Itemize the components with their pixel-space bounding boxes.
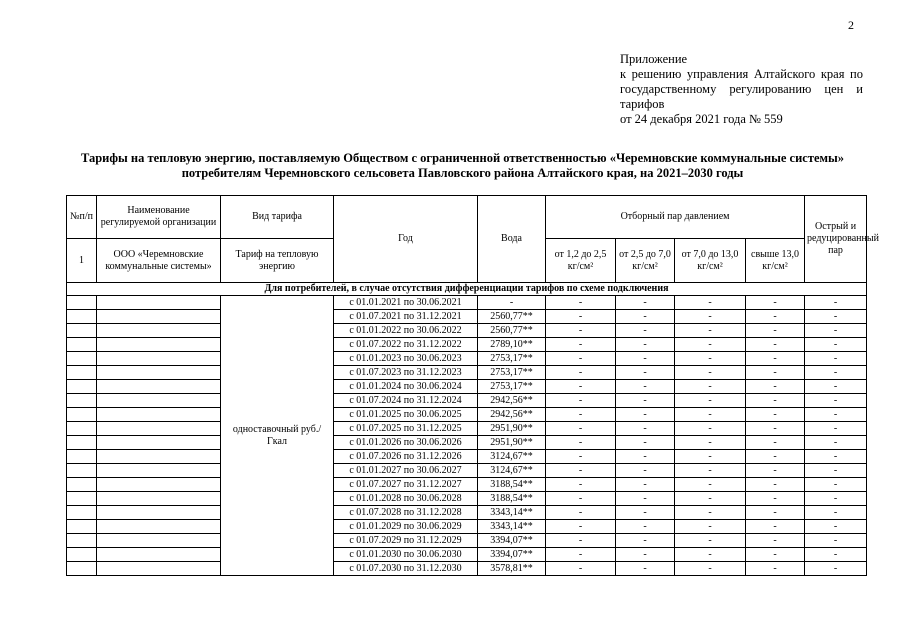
- cell-sharp-steam: -: [805, 478, 867, 492]
- cell-period: с 01.01.2022 по 30.06.2022: [334, 324, 478, 338]
- table-row: [67, 310, 867, 324]
- cell-num: [67, 352, 97, 366]
- cell-org: [97, 506, 221, 520]
- cell-steam-2: -: [616, 492, 675, 506]
- cell-org: [97, 366, 221, 380]
- cell-steam-4: -: [746, 478, 805, 492]
- header-org: Наименование регулируемой организации: [97, 196, 221, 239]
- cell-org: [97, 492, 221, 506]
- cell-org: [97, 534, 221, 548]
- table-row: [67, 534, 867, 548]
- title-line-2: потребителям Черемновского сельсовета Павловского района Алтайского края, на 2021–2030 годы: [181, 166, 744, 180]
- cell-steam-3: -: [675, 548, 746, 562]
- cell-period: с 01.01.2027 по 30.06.2027: [334, 464, 478, 478]
- appendix-line-4: тарифов: [620, 97, 665, 111]
- cell-period: с 01.07.2030 по 31.12.2030: [334, 562, 478, 576]
- cell-org: [97, 296, 221, 310]
- cell-sharp-steam: -: [805, 380, 867, 394]
- cell-num: [67, 450, 97, 464]
- cell-sharp-steam: -: [805, 324, 867, 338]
- cell-num: [67, 520, 97, 534]
- header-steam: Отборный пар давлением: [546, 196, 805, 239]
- table-row: [67, 478, 867, 492]
- cell-sharp-steam: -: [805, 450, 867, 464]
- header-pressure-3: от 7,0 до 13,0 кг/см²: [675, 239, 746, 283]
- cell-period: с 01.07.2024 по 31.12.2024: [334, 394, 478, 408]
- cell-water: 2753,17**: [478, 366, 546, 380]
- cell-steam-2: -: [616, 534, 675, 548]
- cell-num: [67, 548, 97, 562]
- cell-steam-1: -: [546, 352, 616, 366]
- org-row-num: 1: [67, 239, 97, 283]
- cell-num: [67, 464, 97, 478]
- cell-period: с 01.01.2026 по 30.06.2026: [334, 436, 478, 450]
- cell-steam-4: -: [746, 324, 805, 338]
- cell-org: [97, 562, 221, 576]
- title-line-1: Тарифы на тепловую энергию, поставляемую Обществом с ограниченной ответственностью «Черемновские коммунальные системы»: [80, 151, 845, 165]
- cell-steam-1: -: [546, 296, 616, 310]
- table-row: [67, 422, 867, 436]
- cell-sharp-steam: -: [805, 310, 867, 324]
- cell-period: с 01.01.2021 по 30.06.2021: [334, 296, 478, 310]
- cell-water: 3188,54**: [478, 478, 546, 492]
- cell-org: [97, 338, 221, 352]
- cell-sharp-steam: -: [805, 506, 867, 520]
- cell-num: [67, 562, 97, 576]
- cell-water: 3343,14**: [478, 506, 546, 520]
- table-row: [67, 506, 867, 520]
- header-year: Год: [334, 196, 478, 283]
- table-row: [67, 548, 867, 562]
- cell-num: [67, 492, 97, 506]
- header-water: Вода: [478, 196, 546, 283]
- cell-num: [67, 366, 97, 380]
- tariff-table: [66, 195, 879, 576]
- cell-water: 2951,90**: [478, 436, 546, 450]
- cell-steam-4: -: [746, 548, 805, 562]
- cell-steam-3: -: [675, 422, 746, 436]
- cell-steam-1: -: [546, 338, 616, 352]
- cell-steam-1: -: [546, 562, 616, 576]
- table-row: [67, 380, 867, 394]
- cell-tariff-type: одноставочный руб./Гкал: [221, 296, 334, 576]
- cell-steam-2: -: [616, 464, 675, 478]
- cell-steam-2: -: [616, 296, 675, 310]
- cell-sharp-steam: -: [805, 352, 867, 366]
- cell-org: [97, 380, 221, 394]
- cell-org: [97, 450, 221, 464]
- cell-sharp-steam: -: [805, 464, 867, 478]
- cell-period: с 01.01.2028 по 30.06.2028: [334, 492, 478, 506]
- cell-num: [67, 408, 97, 422]
- cell-org: [97, 352, 221, 366]
- appendix-line-3: государственному регулированию цен и: [620, 82, 863, 96]
- cell-org: [97, 464, 221, 478]
- cell-period: с 01.07.2027 по 31.12.2027: [334, 478, 478, 492]
- cell-sharp-steam: -: [805, 422, 867, 436]
- cell-steam-1: -: [546, 478, 616, 492]
- table-row: [67, 450, 867, 464]
- cell-steam-2: -: [616, 310, 675, 324]
- cell-steam-3: -: [675, 310, 746, 324]
- cell-steam-2: -: [616, 324, 675, 338]
- table-row: [67, 338, 867, 352]
- cell-sharp-steam: -: [805, 548, 867, 562]
- cell-org: [97, 548, 221, 562]
- cell-period: с 01.07.2023 по 31.12.2023: [334, 366, 478, 380]
- cell-org: [97, 478, 221, 492]
- cell-steam-1: -: [546, 394, 616, 408]
- cell-water: 3394,07**: [478, 548, 546, 562]
- table-row: [67, 352, 867, 366]
- cell-org: [97, 324, 221, 338]
- cell-steam-2: -: [616, 506, 675, 520]
- cell-steam-3: -: [675, 352, 746, 366]
- cell-org: [97, 394, 221, 408]
- cell-sharp-steam: -: [805, 492, 867, 506]
- cell-steam-2: -: [616, 380, 675, 394]
- cell-num: [67, 338, 97, 352]
- cell-steam-4: -: [746, 464, 805, 478]
- cell-steam-4: -: [746, 310, 805, 324]
- cell-steam-2: -: [616, 394, 675, 408]
- cell-org: [97, 422, 221, 436]
- cell-sharp-steam: -: [805, 394, 867, 408]
- table-row: [67, 394, 867, 408]
- cell-period: с 01.07.2026 по 31.12.2026: [334, 450, 478, 464]
- cell-steam-1: -: [546, 436, 616, 450]
- cell-num: [67, 324, 97, 338]
- cell-sharp-steam: -: [805, 366, 867, 380]
- cell-steam-3: -: [675, 296, 746, 310]
- cell-steam-2: -: [616, 436, 675, 450]
- cell-water: 2951,90**: [478, 422, 546, 436]
- table-row: [67, 562, 867, 576]
- header-pressure-1: от 1,2 до 2,5 кг/см²: [546, 239, 616, 283]
- cell-org: [97, 408, 221, 422]
- cell-sharp-steam: -: [805, 296, 867, 310]
- cell-period: с 01.07.2021 по 31.12.2021: [334, 310, 478, 324]
- table-row: [67, 520, 867, 534]
- cell-water: 3124,67**: [478, 450, 546, 464]
- cell-period: с 01.01.2030 по 30.06.2030: [334, 548, 478, 562]
- header-num: №п/п: [67, 196, 97, 239]
- cell-steam-3: -: [675, 520, 746, 534]
- table-row: [67, 464, 867, 478]
- cell-steam-2: -: [616, 548, 675, 562]
- cell-steam-4: -: [746, 394, 805, 408]
- org-row-vid: Тариф на тепловую энергию: [221, 239, 334, 283]
- appendix-line-5: от 24 декабря 2021 года № 559: [620, 112, 783, 126]
- cell-num: [67, 478, 97, 492]
- cell-water: 2789,10**: [478, 338, 546, 352]
- cell-period: с 01.07.2028 по 31.12.2028: [334, 506, 478, 520]
- table-row: [67, 492, 867, 506]
- cell-water: 2942,56**: [478, 408, 546, 422]
- org-row-name: ООО «Черемновские коммунальные системы»: [97, 239, 221, 283]
- cell-num: [67, 310, 97, 324]
- cell-steam-2: -: [616, 338, 675, 352]
- cell-steam-1: -: [546, 380, 616, 394]
- cell-steam-4: -: [746, 380, 805, 394]
- cell-steam-1: -: [546, 506, 616, 520]
- cell-steam-4: -: [746, 534, 805, 548]
- cell-steam-3: -: [675, 408, 746, 422]
- cell-steam-2: -: [616, 478, 675, 492]
- cell-sharp-steam: -: [805, 534, 867, 548]
- cell-steam-1: -: [546, 534, 616, 548]
- cell-period: с 01.01.2025 по 30.06.2025: [334, 408, 478, 422]
- cell-num: [67, 436, 97, 450]
- cell-steam-1: -: [546, 310, 616, 324]
- appendix-line-1: Приложение: [620, 52, 688, 66]
- cell-sharp-steam: -: [805, 408, 867, 422]
- cell-steam-3: -: [675, 492, 746, 506]
- cell-num: [67, 506, 97, 520]
- header-vid: Вид тарифа: [221, 196, 334, 239]
- cell-steam-1: -: [546, 422, 616, 436]
- cell-steam-3: -: [675, 366, 746, 380]
- cell-period: с 01.01.2023 по 30.06.2023: [334, 352, 478, 366]
- cell-steam-1: -: [546, 324, 616, 338]
- cell-steam-1: -: [546, 450, 616, 464]
- cell-water: 2560,77**: [478, 310, 546, 324]
- cell-steam-3: -: [675, 562, 746, 576]
- cell-period: с 01.07.2025 по 31.12.2025: [334, 422, 478, 436]
- cell-steam-3: -: [675, 450, 746, 464]
- cell-steam-3: -: [675, 478, 746, 492]
- cell-steam-4: -: [746, 492, 805, 506]
- cell-water: 3343,14**: [478, 520, 546, 534]
- header-pressure-4: свыше 13,0 кг/см²: [746, 239, 805, 283]
- table-row: [67, 366, 867, 380]
- page-number: 2: [848, 18, 854, 32]
- cell-water: 2753,17**: [478, 352, 546, 366]
- cell-org: [97, 310, 221, 324]
- cell-steam-4: -: [746, 296, 805, 310]
- cell-steam-1: -: [546, 408, 616, 422]
- cell-sharp-steam: -: [805, 520, 867, 534]
- header-sharp-steam: Острый и редуцированный пар: [805, 196, 867, 283]
- cell-num: [67, 422, 97, 436]
- cell-steam-3: -: [675, 534, 746, 548]
- cell-steam-2: -: [616, 450, 675, 464]
- cell-steam-4: -: [746, 562, 805, 576]
- cell-steam-2: -: [616, 562, 675, 576]
- cell-steam-3: -: [675, 380, 746, 394]
- cell-org: [97, 436, 221, 450]
- cell-period: с 01.07.2022 по 31.12.2022: [334, 338, 478, 352]
- header-pressure-2: от 2,5 до 7,0 кг/см²: [616, 239, 675, 283]
- cell-steam-1: -: [546, 548, 616, 562]
- cell-steam-1: -: [546, 464, 616, 478]
- cell-steam-1: -: [546, 366, 616, 380]
- cell-water: 3188,54**: [478, 492, 546, 506]
- appendix-line-2: к решению управления Алтайского края по: [620, 67, 863, 81]
- cell-sharp-steam: -: [805, 338, 867, 352]
- document-title: [40, 151, 885, 181]
- cell-period: с 01.07.2029 по 31.12.2029: [334, 534, 478, 548]
- cell-water: -: [478, 296, 546, 310]
- appendix-block: [620, 52, 863, 127]
- cell-steam-3: -: [675, 324, 746, 338]
- cell-num: [67, 380, 97, 394]
- cell-steam-2: -: [616, 408, 675, 422]
- cell-num: [67, 296, 97, 310]
- cell-water: 3578,81**: [478, 562, 546, 576]
- cell-steam-3: -: [675, 506, 746, 520]
- cell-sharp-steam: -: [805, 436, 867, 450]
- cell-steam-3: -: [675, 394, 746, 408]
- cell-steam-4: -: [746, 408, 805, 422]
- cell-sharp-steam: -: [805, 562, 867, 576]
- cell-steam-1: -: [546, 492, 616, 506]
- cell-steam-1: -: [546, 520, 616, 534]
- cell-steam-2: -: [616, 422, 675, 436]
- cell-water: 2560,77**: [478, 324, 546, 338]
- cell-steam-3: -: [675, 464, 746, 478]
- table-row: [67, 324, 867, 338]
- cell-steam-4: -: [746, 422, 805, 436]
- cell-num: [67, 534, 97, 548]
- cell-num: [67, 394, 97, 408]
- cell-steam-4: -: [746, 338, 805, 352]
- cell-steam-2: -: [616, 520, 675, 534]
- cell-steam-4: -: [746, 450, 805, 464]
- cell-steam-3: -: [675, 436, 746, 450]
- table-row: [67, 296, 867, 310]
- cell-steam-2: -: [616, 366, 675, 380]
- cell-steam-2: -: [616, 352, 675, 366]
- section-header: Для потребителей, в случае отсутствия дифференциации тарифов по схеме подключения: [67, 283, 867, 296]
- table-row: [67, 436, 867, 450]
- cell-steam-4: -: [746, 352, 805, 366]
- cell-org: [97, 520, 221, 534]
- cell-steam-4: -: [746, 436, 805, 450]
- cell-steam-4: -: [746, 506, 805, 520]
- cell-water: 3124,67**: [478, 464, 546, 478]
- cell-water: 2753,17**: [478, 380, 546, 394]
- cell-steam-4: -: [746, 520, 805, 534]
- cell-water: 2942,56**: [478, 394, 546, 408]
- cell-steam-4: -: [746, 366, 805, 380]
- cell-period: с 01.01.2024 по 30.06.2024: [334, 380, 478, 394]
- table-row: [67, 408, 867, 422]
- cell-water: 3394,07**: [478, 534, 546, 548]
- cell-period: с 01.01.2029 по 30.06.2029: [334, 520, 478, 534]
- cell-steam-3: -: [675, 338, 746, 352]
